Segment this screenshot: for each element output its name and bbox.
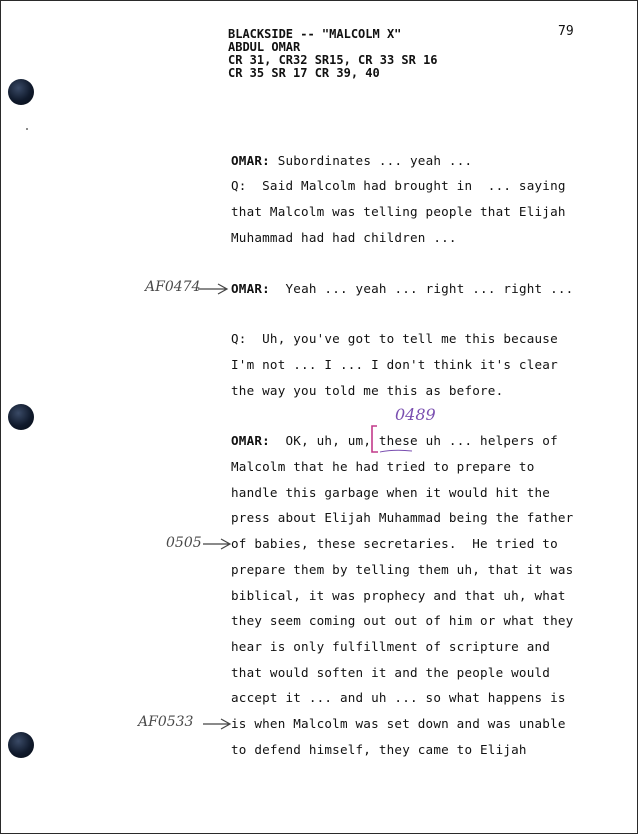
transcript-line: is when Malcolm was set down and was unable xyxy=(231,716,566,731)
handwritten-timecode: 0489 xyxy=(395,405,436,424)
transcript-line: Q: Uh, you've got to tell me this because xyxy=(231,331,558,346)
transcript-line xyxy=(231,153,472,168)
speaker-label: OMAR: xyxy=(231,153,270,168)
arrow-icon xyxy=(201,717,235,731)
speaker-label: OMAR: xyxy=(231,281,270,296)
transcript-line: they seem coming out out of him or what they xyxy=(231,613,574,628)
transcript-line: that Malcolm was telling people that Elijah xyxy=(231,204,566,219)
handwritten-timecode: AF0533 xyxy=(138,714,194,730)
header-title: BLACKSIDE -- "MALCOLM X" xyxy=(228,27,402,41)
transcript-line: the way you told me this as before. xyxy=(231,383,504,398)
transcript-line: that would soften it and the people would xyxy=(231,665,551,680)
punch-hole-top xyxy=(8,79,34,105)
transcript-line: of babies, these secretaries. He tried to xyxy=(231,536,558,551)
header-interviewee: ABDUL OMAR xyxy=(228,40,301,54)
punch-hole-middle xyxy=(8,404,34,430)
transcript-line xyxy=(231,281,573,296)
bracket-mark-icon xyxy=(366,424,416,458)
speaker-label: OMAR: xyxy=(231,433,270,448)
transcript-line: Q: Said Malcolm had brought in ... saying xyxy=(231,178,566,193)
handwritten-timecode: 0505 xyxy=(166,535,202,551)
header-rolls-1: CR 31, CR32 SR15, CR 33 SR 16 xyxy=(228,53,438,67)
arrow-icon xyxy=(201,537,235,551)
transcript-line: prepare them by telling them uh, that it was xyxy=(231,562,574,577)
line-text: OK, uh, um, these uh ... helpers of xyxy=(285,433,558,448)
transcript-line: biblical, it was prophecy and that uh, what xyxy=(231,588,566,603)
transcript-line: hear is only fulfillment of scripture and xyxy=(231,639,551,654)
header-rolls-2: CR 35 SR 17 CR 39, 40 xyxy=(228,66,380,80)
transcript-line: I'm not ... I ... I don't think it's clear xyxy=(231,357,558,372)
handwritten-timecode: AF0474 xyxy=(145,279,201,295)
transcript-line: to defend himself, they came to Elijah xyxy=(231,742,527,757)
line-text: Subordinates ... yeah ... xyxy=(277,153,473,168)
transcript-line: accept it ... and uh ... so what happens is xyxy=(231,690,566,705)
punch-hole-bottom xyxy=(8,732,34,758)
paper-speck xyxy=(26,128,28,130)
transcript-line: handle this garbage when it would hit the xyxy=(231,485,551,500)
transcript-line: Muhammad had had children ... xyxy=(231,230,457,245)
line-text: Yeah ... yeah ... right ... right ... xyxy=(285,281,574,296)
arrow-icon xyxy=(196,282,232,296)
transcript-line: Malcolm that he had tried to prepare to xyxy=(231,459,535,474)
transcript-line: press about Elijah Muhammad being the father xyxy=(231,510,574,525)
page-number: 79 xyxy=(558,24,574,39)
